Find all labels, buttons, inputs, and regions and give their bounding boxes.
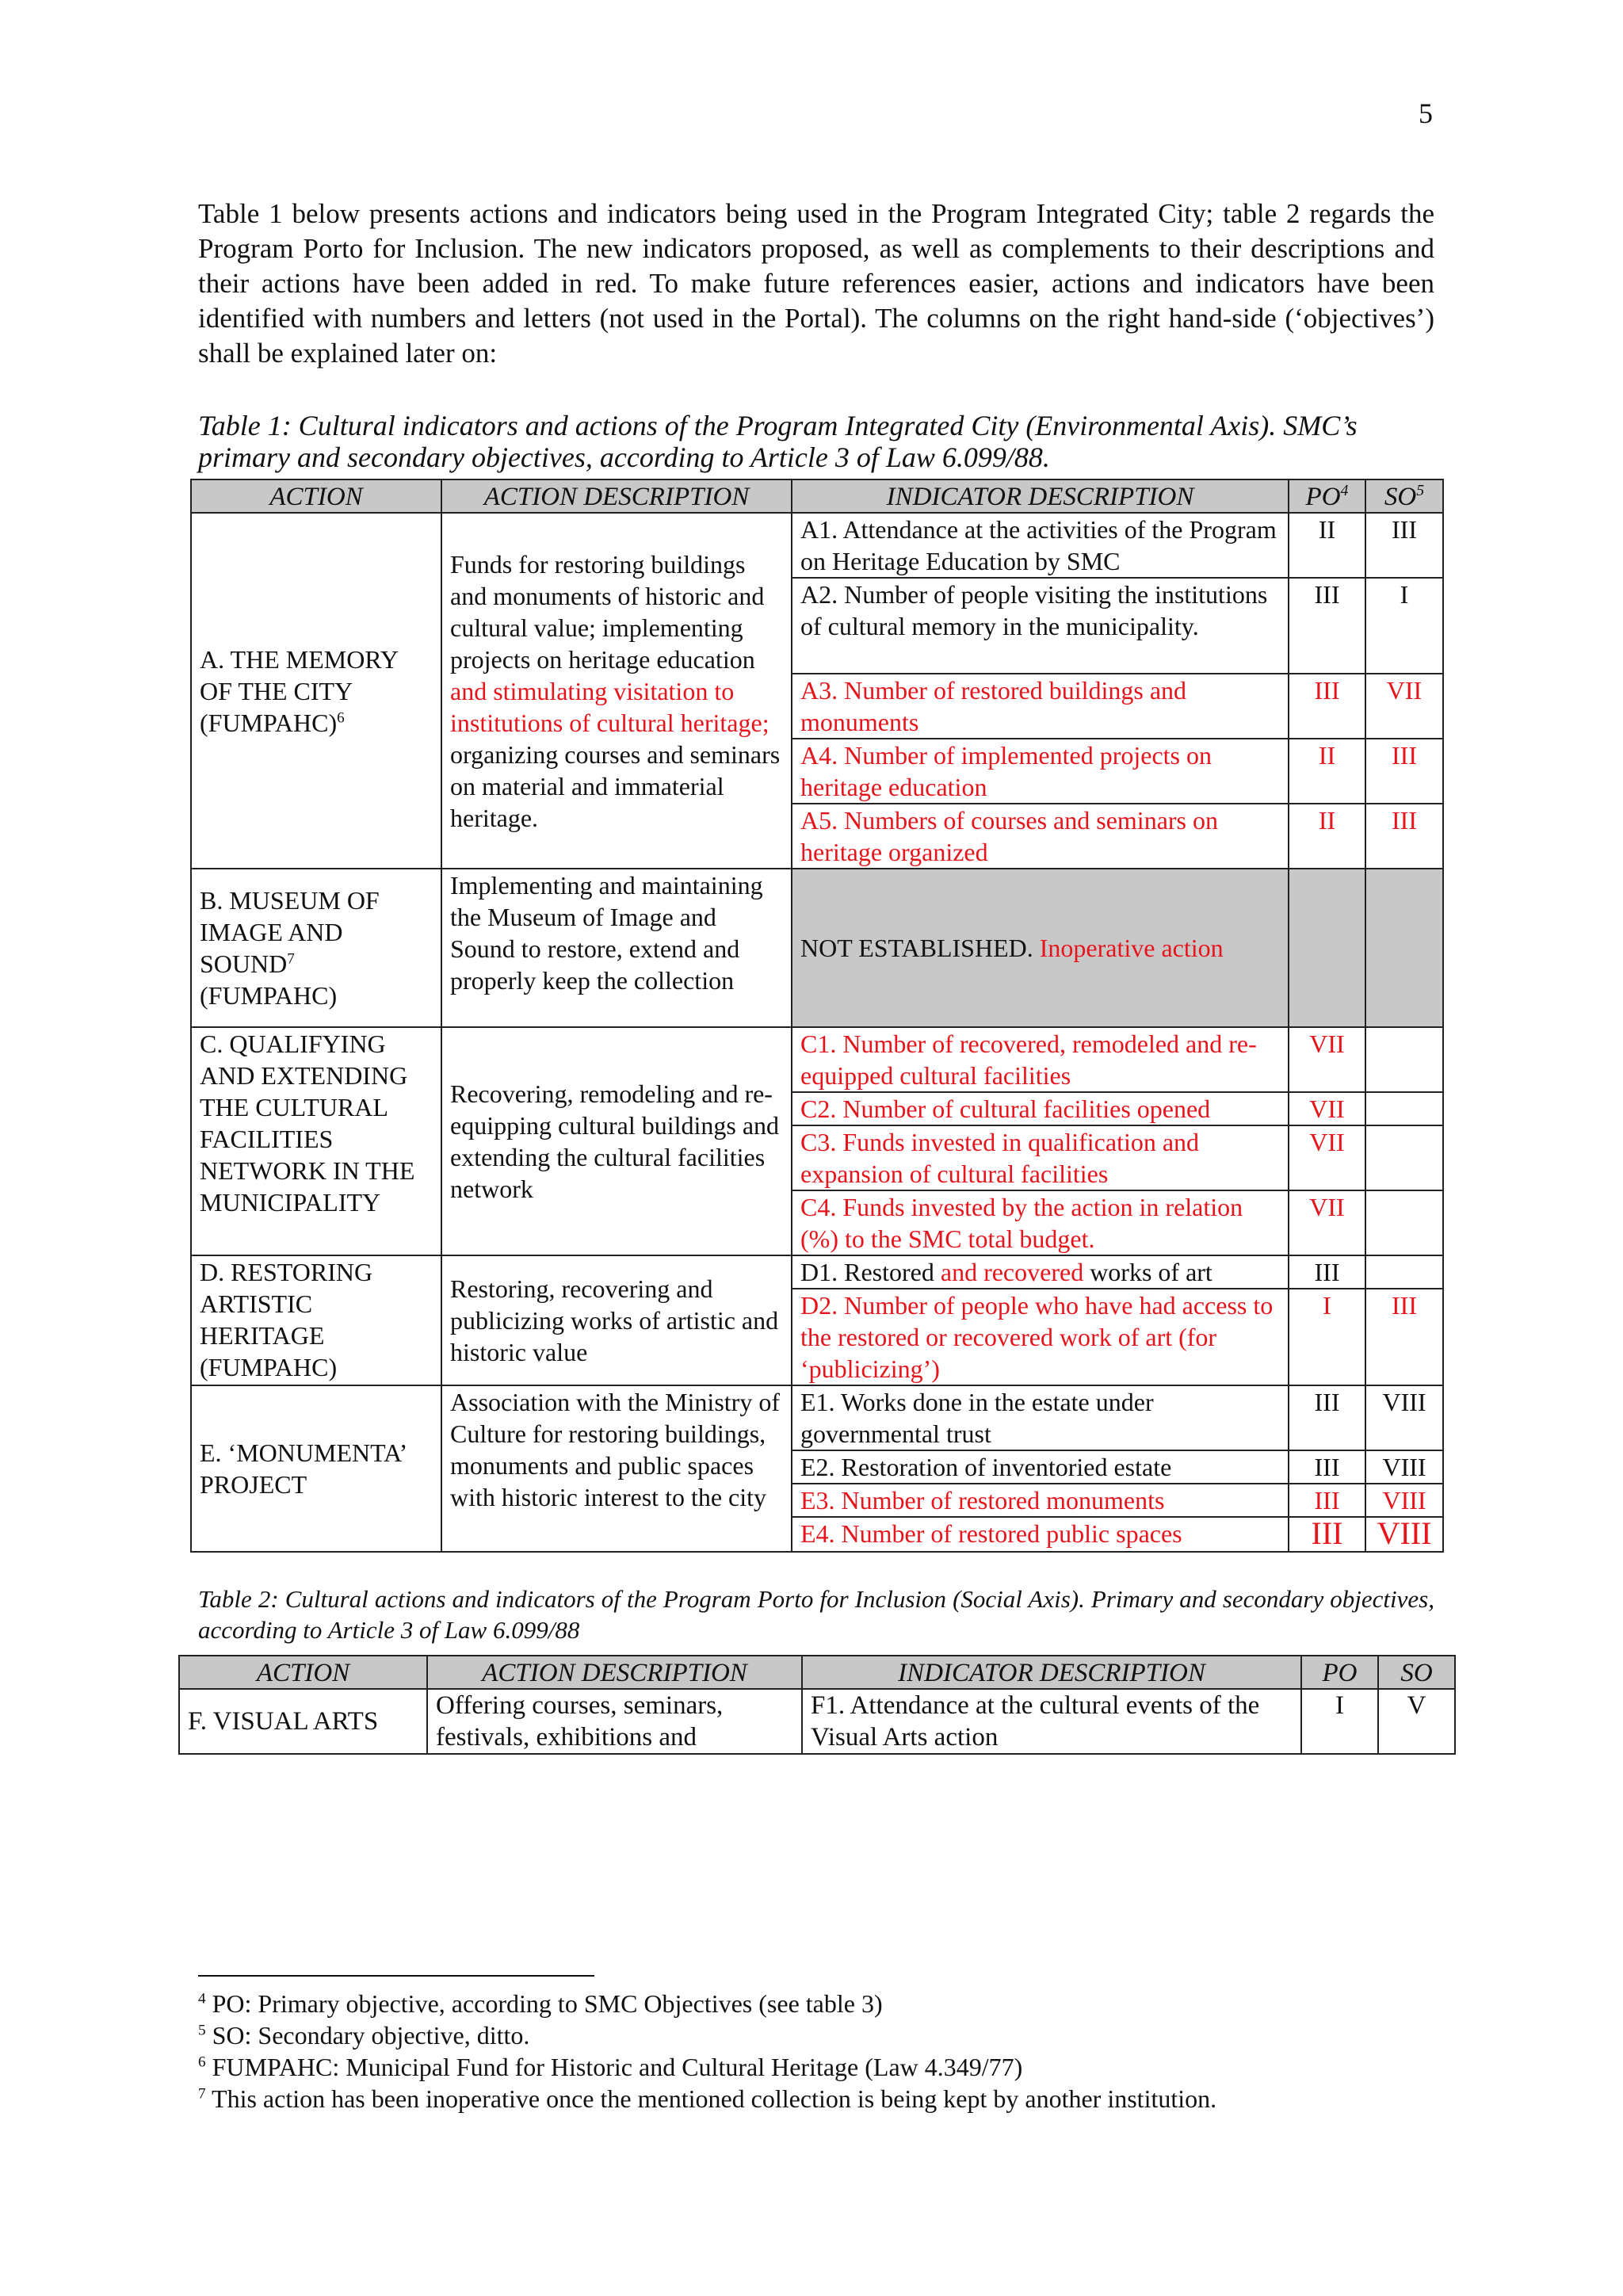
po-a1: II [1289, 513, 1365, 578]
indicator-b-text: NOT ESTABLISHED. [800, 934, 1040, 962]
action-c-description: Recovering, remodeling and re-equipping cultural buildings and extending the cultural facilities network [441, 1027, 792, 1255]
po-d1: III [1289, 1255, 1365, 1289]
desc-a-added: and stimulating visitation to institutions of cultural heritage; [450, 676, 769, 737]
po-e2: III [1289, 1450, 1365, 1484]
header-so [1365, 479, 1443, 513]
indicator-c1: C1. Number of recovered, remodeled and re-equipped cultural facilities [792, 1027, 1289, 1092]
action-e-description: Association with the Ministry of Culture for restoring buildings, monuments and public spaces with historic interest to the city [441, 1385, 792, 1552]
table2-caption: Table 2: Cultural actions and indicators of the Program Porto for Inclusion (Social Axis). Primary and secondary objectives, according to Article 3 of Law 6.099/88 [198, 1585, 1434, 1644]
header-po-label: PO [1305, 483, 1341, 511]
po-d2: I [1289, 1289, 1365, 1385]
indicator-a5: A5. Numbers of courses and seminars on heritage organized [792, 804, 1289, 869]
indicator-e4: E4. Number of restored public spaces [792, 1517, 1289, 1552]
so-a5: III [1365, 804, 1443, 869]
table-row [179, 1689, 1455, 1754]
table2 [178, 1655, 1456, 1755]
table2-header-row [179, 1656, 1455, 1689]
action-b-description: Implementing and maintaining the Museum of Image and Sound to restore, extend and properly keep the collection [441, 869, 792, 1027]
footnote-number: 6 [198, 2053, 206, 2071]
action-a-label: A. THE MEMORY OF THE CITY (FUMPAHC) [200, 644, 398, 737]
header-po [1289, 479, 1365, 513]
header-so-label: SO [1384, 483, 1417, 511]
footnote-6 [198, 2051, 1434, 2083]
indicator-a4: A4. Number of implemented projects on heritage education [792, 739, 1289, 804]
header-action: ACTION [191, 479, 441, 513]
indicator-a2: A2. Number of people visiting the institutions of cultural memory in the municipality. [792, 578, 1289, 674]
po-c2: VII [1289, 1092, 1365, 1125]
indicator-f1: F1. Attendance at the cultural events of the Visual Arts action [802, 1689, 1301, 1754]
so-b [1365, 869, 1443, 1027]
indicator-e3: E3. Number of restored monuments [792, 1484, 1289, 1517]
action-c: C. QUALIFYING AND EXTENDING THE CULTURAL FACILITIES NETWORK IN THE MUNICIPALITY [191, 1027, 441, 1255]
table-row [191, 869, 1443, 1027]
footnote-number: 7 [198, 2085, 206, 2103]
po-e4: III [1289, 1517, 1365, 1552]
table2-header-indicator-description: INDICATOR DESCRIPTION [802, 1656, 1301, 1689]
po-e3: III [1289, 1484, 1365, 1517]
indicator-c3: C3. Funds invested in qualification and expansion of cultural facilities [792, 1125, 1289, 1190]
table2-header-action: ACTION [179, 1656, 427, 1689]
footnote-text: This action has been inoperative once the mentioned collection is being kept by another institution. [205, 2084, 1217, 2113]
action-d-description: Restoring, recovering and publicizing works of artistic and historic value [441, 1255, 792, 1385]
action-a-description [441, 513, 792, 869]
po-c4: VII [1289, 1190, 1365, 1255]
action-e: E. ‘MONUMENTA’ PROJECT [191, 1385, 441, 1552]
footnote-5 [198, 2019, 1434, 2051]
so-e3: VIII [1365, 1484, 1443, 1517]
table-row [191, 513, 1443, 578]
so-c1 [1365, 1027, 1443, 1092]
so-a1: III [1365, 513, 1443, 578]
indicator-e2: E2. Restoration of inventoried estate [792, 1450, 1289, 1484]
table-row [191, 1027, 1443, 1092]
footnote-ref-6: 6 [337, 709, 345, 726]
po-c3: VII [1289, 1125, 1365, 1190]
indicator-d1-added: and recovered [940, 1258, 1084, 1286]
table-row [191, 1255, 1443, 1289]
so-e1: VIII [1365, 1385, 1443, 1450]
action-a [191, 513, 441, 869]
so-d1 [1365, 1255, 1443, 1289]
footnote-ref-4: 4 [1340, 482, 1349, 499]
table1 [190, 479, 1444, 1553]
indicator-c4: C4. Funds invested by the action in relation (%) to the SMC total budget. [792, 1190, 1289, 1255]
po-a5: II [1289, 804, 1365, 869]
footnote-number: 5 [198, 2022, 206, 2039]
footnote-4 [198, 1988, 1434, 2019]
table1-caption: Table 1: Cultural indicators and actions of the Program Integrated City (Environmental Axis). SMC’s primary and secondary objectives, according to Article 3 of Law 6.099/88. [198, 410, 1358, 473]
footnote-ref-5: 5 [1416, 482, 1425, 499]
so-a4: III [1365, 739, 1443, 804]
so-e4: VIII [1365, 1517, 1443, 1552]
indicator-d1-a: D1. Restored [800, 1258, 941, 1286]
footnotes [198, 1988, 1434, 2115]
indicator-d1-b: works of art [1083, 1258, 1212, 1286]
header-indicator-description: INDICATOR DESCRIPTION [792, 479, 1289, 513]
po-e1: III [1289, 1385, 1365, 1450]
po-a3: III [1289, 674, 1365, 739]
footnote-number: 4 [198, 1990, 206, 2008]
so-c3 [1365, 1125, 1443, 1190]
indicator-d1 [792, 1255, 1289, 1289]
so-e2: VIII [1365, 1450, 1443, 1484]
action-f: F. VISUAL ARTS [179, 1689, 427, 1754]
footnote-divider [198, 1975, 594, 1977]
indicator-b-added: Inoperative action [1039, 934, 1224, 962]
action-d: D. RESTORING ARTISTIC HERITAGE (FUMPAHC) [191, 1255, 441, 1385]
action-b-label-2: (FUMPAHC) [200, 981, 338, 1010]
table2-header-action-description: ACTION DESCRIPTION [427, 1656, 802, 1689]
intro-paragraph: Table 1 below presents actions and indicators being used in the Program Integrated City; table 2 regards the Program Porto for Inclusion. The new indicators proposed, as well as complements to their descriptions and their actions have been added in red. To make future references easier, actions and indicators have been identified with numbers and letters (not used in the Portal). The columns on the right hand-side (‘objectives’) shall be explained later on: [198, 198, 1434, 369]
table2-header-so: SO [1378, 1656, 1455, 1689]
table2-header-po: PO [1301, 1656, 1378, 1689]
footnote-text: SO: Secondary objective, ditto. [205, 2021, 530, 2050]
table-row [191, 1385, 1443, 1450]
so-d2: III [1365, 1289, 1443, 1385]
po-b [1289, 869, 1365, 1027]
action-f-description: Offering courses, seminars, festivals, exhibitions and [427, 1689, 802, 1754]
action-b-label: B. MUSEUM OF IMAGE AND SOUND [200, 886, 380, 978]
header-action-description: ACTION DESCRIPTION [441, 479, 792, 513]
indicator-c2: C2. Number of cultural facilities opened [792, 1092, 1289, 1125]
action-b [191, 869, 441, 1027]
so-c2 [1365, 1092, 1443, 1125]
footnote-ref-7: 7 [287, 950, 295, 968]
so-a2: I [1365, 578, 1443, 674]
po-a2: III [1289, 578, 1365, 674]
indicator-d2: D2. Number of people who have had access to the restored or recovered work of art (for ‘publicizing’) [792, 1289, 1289, 1385]
so-c4 [1365, 1190, 1443, 1255]
indicator-e1: E1. Works done in the estate under governmental trust [792, 1385, 1289, 1450]
indicator-b [792, 869, 1289, 1027]
footnote-text: PO: Primary objective, according to SMC Objectives (see table 3) [205, 1989, 883, 2018]
page-number: 5 [1419, 97, 1433, 129]
footnote-7 [198, 2083, 1434, 2115]
desc-a-part1: Funds for restoring buildings and monuments of historic and cultural value; implementing projects on heritage education [450, 549, 765, 674]
table1-header-row [191, 479, 1443, 513]
so-a3: VII [1365, 674, 1443, 739]
so-f1: V [1378, 1689, 1455, 1754]
indicator-a1: A1. Attendance at the activities of the Program on Heritage Education by SMC [792, 513, 1289, 578]
po-a4: II [1289, 739, 1365, 804]
po-f1: I [1301, 1689, 1378, 1754]
indicator-a3: A3. Number of restored buildings and monuments [792, 674, 1289, 739]
footnote-text: FUMPAHC: Municipal Fund for Historic and Cultural Heritage (Law 4.349/77) [205, 2053, 1023, 2081]
po-c1: VII [1289, 1027, 1365, 1092]
desc-a-part2: organizing courses and seminars on material and immaterial heritage. [450, 739, 781, 832]
